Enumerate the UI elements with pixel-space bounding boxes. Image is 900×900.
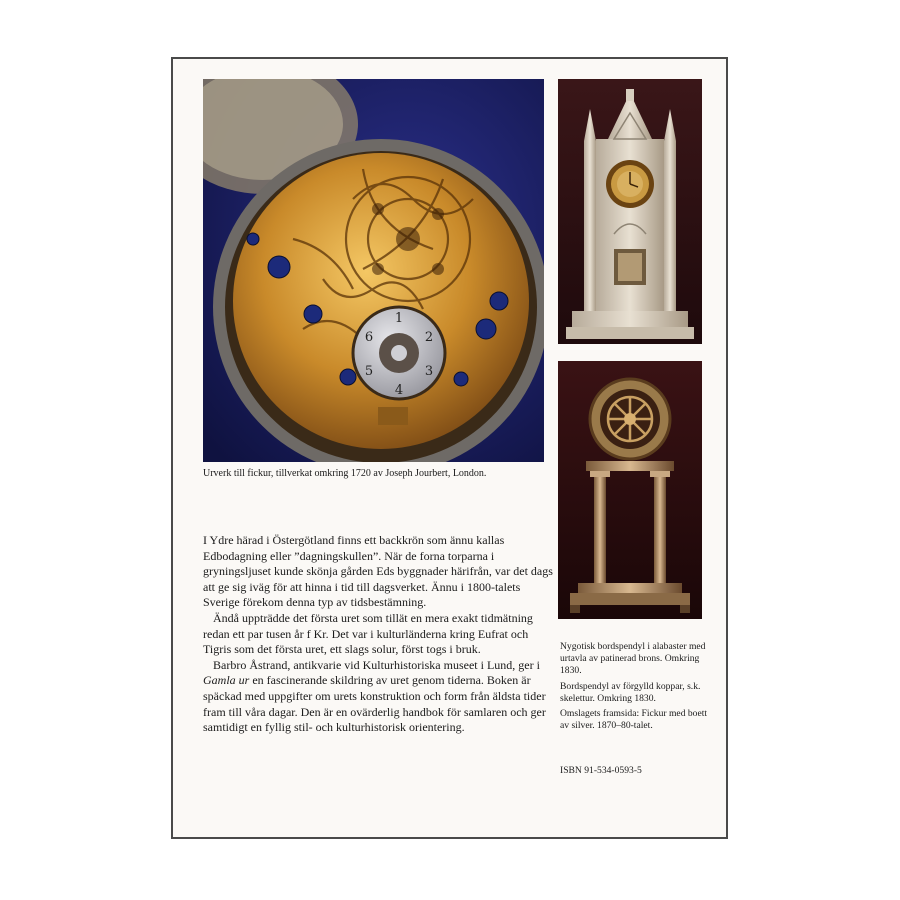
book-title: Gamla ur bbox=[203, 673, 250, 688]
blurb-paragraph-2: Ändå uppträdde det första uret som tillät en mera exakt tidmätning redan ett par tusen år f Kr. Det var i kulturländerna kring Eufrat och Tigris som det första uret, ett slags solur, först togs i bruk. bbox=[203, 610, 533, 657]
svg-text:3: 3 bbox=[424, 364, 434, 379]
gothic-alabaster-clock-photo bbox=[558, 79, 702, 344]
isbn-number: ISBN 91-534-0593-5 bbox=[560, 765, 642, 776]
blurb-paragraph-3-start: Barbro Åstrand, antikvarie vid Kulturhistoriska museet i Lund, ger i bbox=[213, 657, 540, 672]
pocket-watch-movement-photo bbox=[203, 79, 544, 462]
svg-text:6: 6 bbox=[364, 330, 374, 345]
blurb-paragraph-3 bbox=[203, 658, 555, 736]
main-photo-caption: Urverk till fickur, tillverkat omkring 1720 av Joseph Jourbert, London. bbox=[203, 468, 487, 479]
blurb-paragraph-3-end: en fascinerande skildring av uret genom tiderna. Boken är späckad med uppgifter om urets konstruktion och form från äldsta tider fram till våra dagar. Den är en ovärderlig handbok för samlaren och ger samtidigt en fyllig stil- och kulturhistorisk orientering. bbox=[203, 673, 546, 735]
blurb-text bbox=[203, 533, 555, 736]
svg-text:4: 4 bbox=[394, 383, 404, 398]
cover-caption: Omslagets framsida: Fickur med boett av silver. 1870–80-talet. bbox=[560, 708, 708, 732]
skeleton-clock-photo bbox=[558, 361, 702, 619]
svg-text:1: 1 bbox=[394, 311, 404, 326]
skeleton-clock-caption: Bordspendyl av förgylld koppar, s.k. skelettur. Omkring 1830. bbox=[560, 680, 701, 704]
book-back-cover bbox=[171, 57, 728, 839]
gothic-clock-caption: Nygotisk bordspendyl i alabaster med urtavla av patinerad brons. Omkring 1830. bbox=[560, 641, 706, 677]
side-captions bbox=[560, 641, 710, 735]
svg-text:5: 5 bbox=[364, 364, 374, 379]
svg-text:2: 2 bbox=[424, 330, 434, 345]
blurb-paragraph-1: I Ydre härad i Östergötland finns ett backkrön som ännu kallas Edbodagning eller ”dagningskullen”. När de forna torparna i gryningsljuset kunde skönja gården Eds byggnader härifrån, var det dags att ge sig iväg för att hinna i tid till dagsverket. Ännu i 1800-talets Sverige förekom denna typ av tidsbestämning. bbox=[203, 533, 553, 610]
